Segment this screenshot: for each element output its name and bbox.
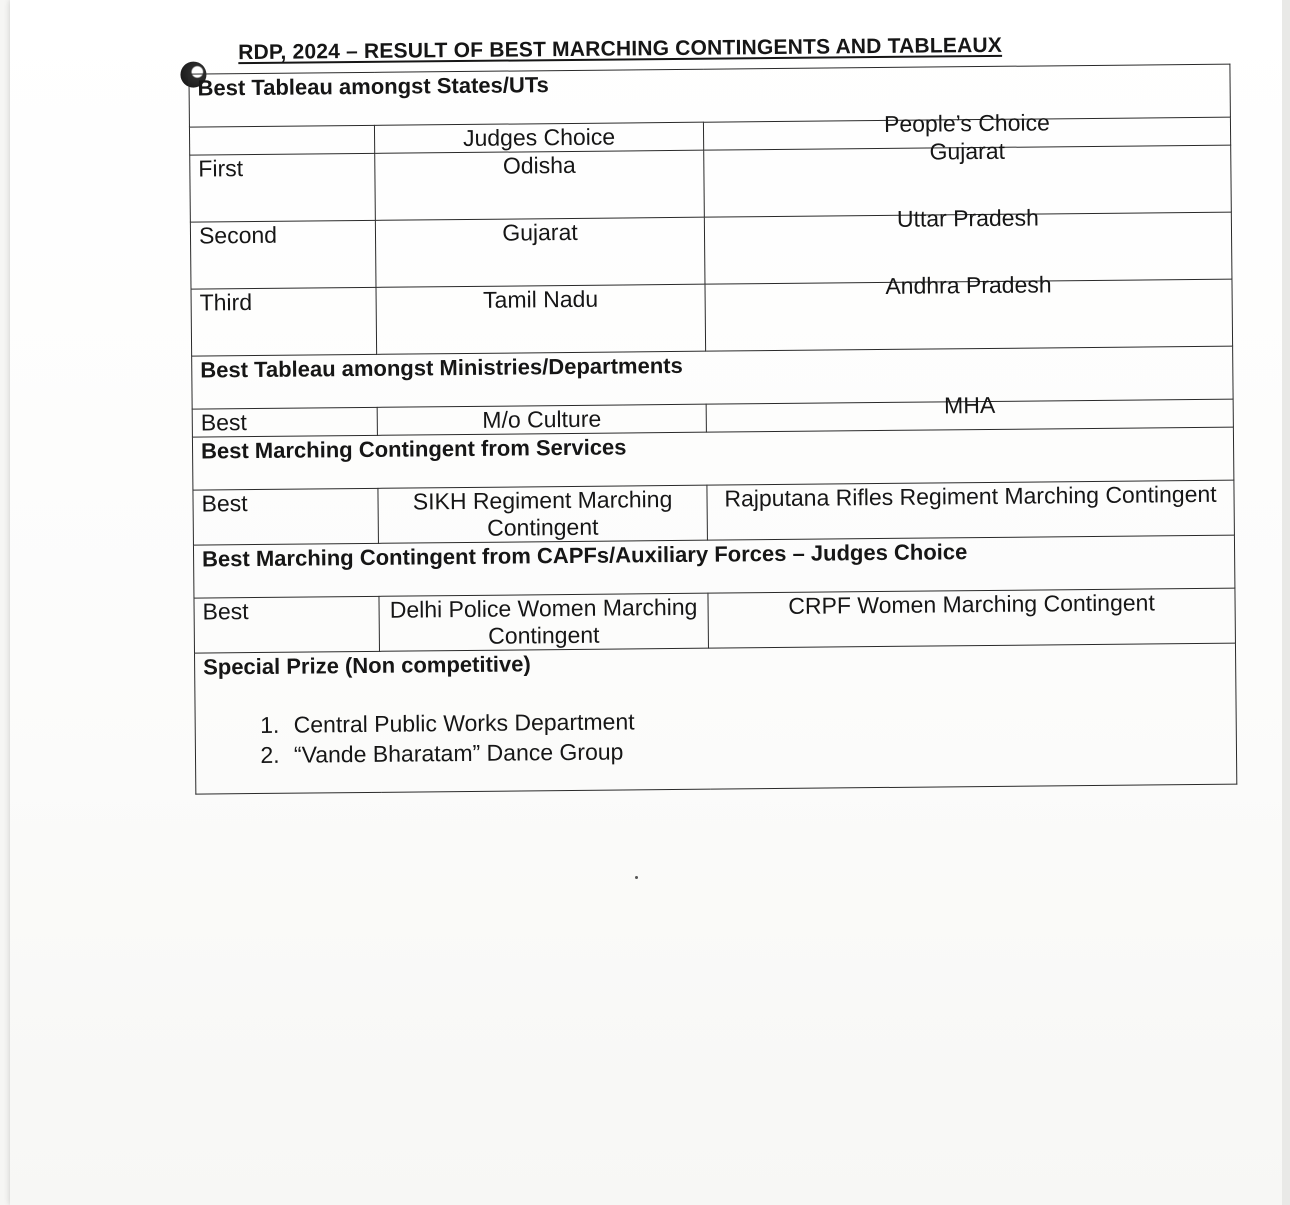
rank-label: Best (193, 488, 379, 545)
peoples-choice-text: Uttar Pradesh (896, 204, 1039, 232)
header-peoples-choice-label: People’s Choice (883, 109, 1050, 137)
list-item: 2. “Vande Bharatam” Dance Group (286, 731, 1228, 770)
section-heading-ministries: Best Tableau amongst Ministries/Departments (192, 346, 1233, 409)
list-item: 1. Central Public Works Department (286, 701, 1228, 740)
special-prize-list (204, 701, 1229, 771)
judges-choice-value: Tamil Nadu (376, 284, 706, 354)
rank-label: Third (191, 287, 377, 356)
peoples-choice-text: MHA (943, 391, 996, 419)
peoples-choice-text: Gujarat (929, 137, 1006, 165)
table-row (190, 145, 1232, 222)
document-title: RDP, 2024 – RESULT OF BEST MARCHING CONTINGENTS AND TABLEAUX (238, 33, 1003, 65)
section-heading-capf: Best Marching Contingent from CAPFs/Auxiliary Forces – Judges Choice (193, 535, 1234, 598)
peoples-choice-text: Andhra Pradesh (885, 271, 1052, 299)
rank-label: Best (194, 596, 380, 653)
rank-label: First (190, 153, 376, 222)
section-heading-states: Best Tableau amongst States/UTs (189, 64, 1230, 127)
results-table (188, 64, 1237, 795)
page-edge (1282, 0, 1290, 1205)
rank-label: Best (192, 407, 377, 437)
peoples-choice-value: CRPF Women Marching Contingent (708, 588, 1236, 648)
header-empty-cell (189, 125, 374, 155)
special-prize-row (195, 643, 1237, 794)
paper-speck (635, 876, 638, 879)
table-row (190, 212, 1232, 289)
rank-label: Second (190, 220, 376, 289)
section-heading-services: Best Marching Contingent from Services (192, 427, 1233, 490)
judges-choice-value: Odisha (375, 150, 705, 220)
judges-choice-value: Gujarat (375, 217, 705, 287)
table-row (194, 588, 1235, 653)
judges-choice-value: Delhi Police Women Marching Contingent (379, 593, 709, 651)
judges-choice-value: M/o Culture (377, 404, 706, 435)
peoples-choice-value: Rajputana Rifles Regiment Marching Contingent (707, 480, 1235, 540)
special-prize-cell (195, 643, 1237, 794)
table-row (191, 279, 1233, 356)
table-row (193, 480, 1234, 545)
judges-choice-value: SIKH Regiment Marching Contingent (378, 485, 708, 543)
section-heading-special: Special Prize (Non competitive) (203, 651, 531, 680)
header-judges-choice: Judges Choice (374, 122, 703, 153)
peoples-choice-value (705, 271, 1233, 351)
